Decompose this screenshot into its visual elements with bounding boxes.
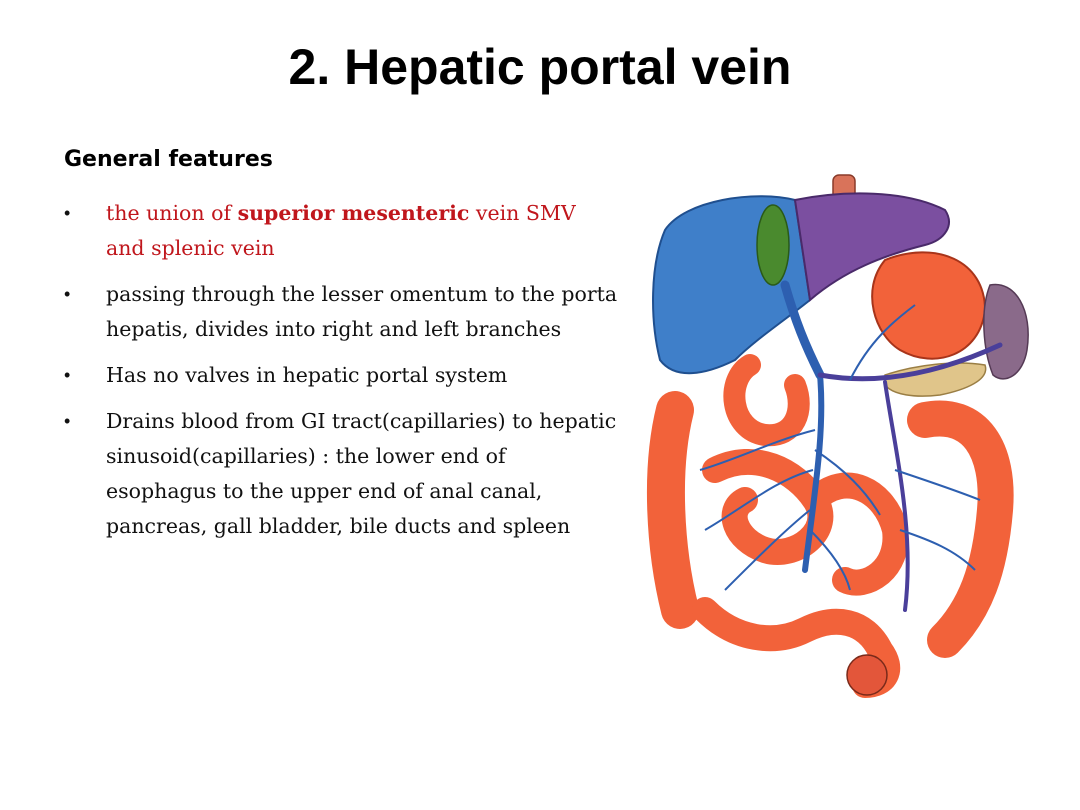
bullet-item xyxy=(60,404,620,544)
ascending-colon xyxy=(666,410,680,610)
bullet-text-pre: the union of xyxy=(106,201,238,225)
section-subheading: General features xyxy=(64,147,273,172)
bullet-dot: • xyxy=(64,203,71,223)
bullet-text-bold: superior mesenteric xyxy=(237,201,470,225)
bullet-dot: • xyxy=(64,365,71,385)
bullet-list xyxy=(60,196,620,555)
bullet-item xyxy=(60,277,620,347)
bullet-text: Has no valves in hepatic portal system xyxy=(106,363,508,387)
stomach-shape xyxy=(872,252,985,358)
bullet-item xyxy=(60,196,620,266)
slide-title: 2. Hepatic portal vein xyxy=(288,39,792,95)
descending-colon xyxy=(925,418,996,640)
spleen-shape xyxy=(984,284,1028,378)
bullet-dot: • xyxy=(64,411,71,431)
duodenum-shape xyxy=(734,365,798,435)
bullet-item xyxy=(60,358,620,393)
gallbladder-shape xyxy=(757,205,789,285)
bullet-text: Drains blood from GI tract(capillaries) to hepatic sinusoid(capillaries) : the lower end of esophagus to the upper end of anal canal, pancreas, gall bladder, bile ducts and spleen xyxy=(106,409,617,538)
bullet-text: passing through the lesser omentum to the porta hepatis, divides into right and left branches xyxy=(106,282,618,341)
bullet-text-post: vein SMV and splenic vein xyxy=(106,201,576,260)
bullet-dot: • xyxy=(64,284,71,304)
rectum-shape xyxy=(847,655,887,695)
portal-vein-illustration xyxy=(645,170,1035,710)
